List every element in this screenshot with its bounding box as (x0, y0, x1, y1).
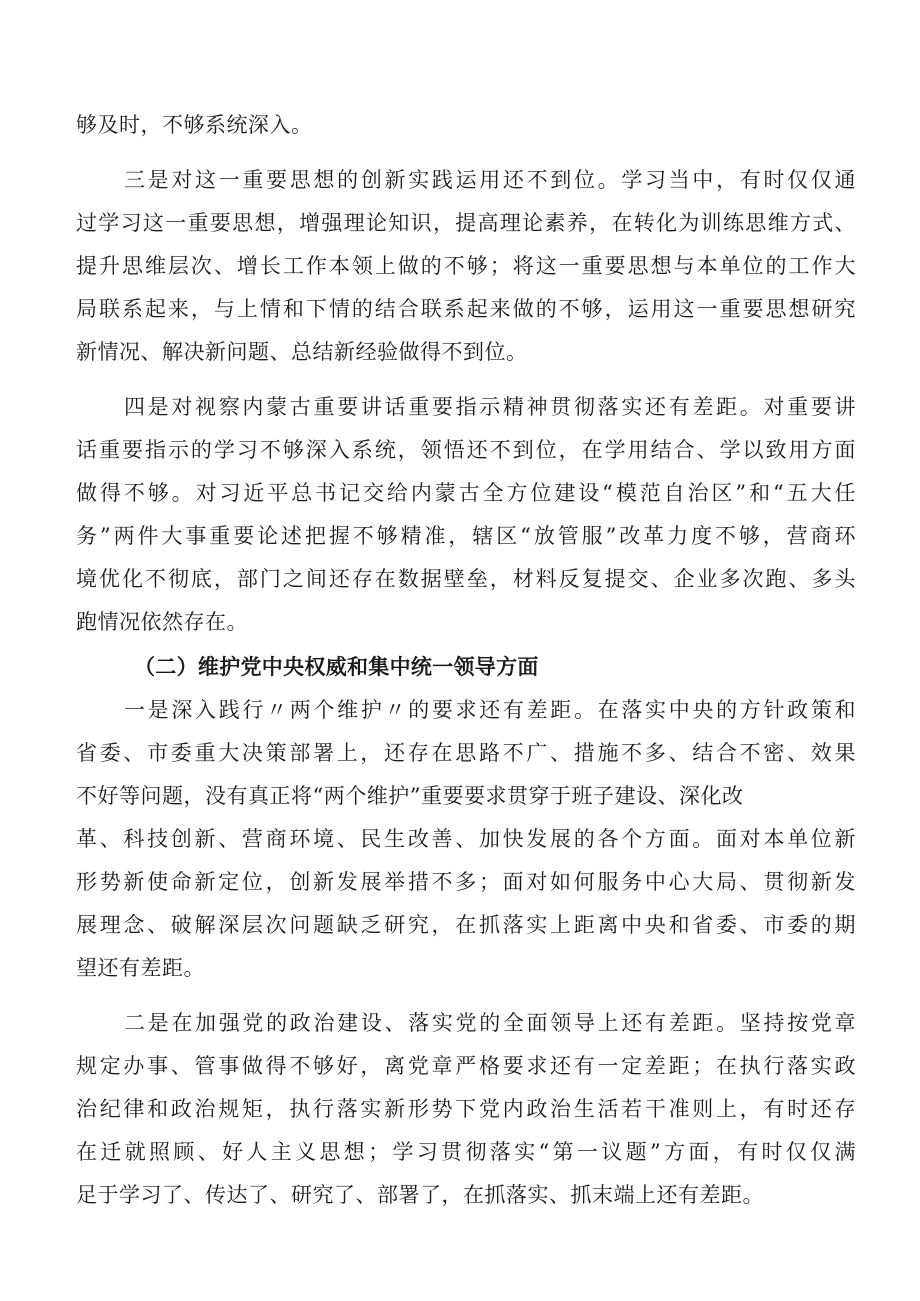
text-line: 治纪律和政治规矩，执行落实新形势下党内政治生活若干准则上，有时还存 (76, 1097, 856, 1121)
text-line: 规定办事、管事做得不够好，离党章严格要求还有一定差距；在执行落实政 (76, 1054, 856, 1078)
text-line: 跑情况依然存在。 (76, 610, 248, 634)
text-line: 展理念、破解深层次问题缺乏研究，在抓落实上距离中央和省委、市委的期 (76, 913, 856, 937)
text-line: 三是对这一重要思想的创新实践运用还不到位。学习当中，有时仅仅通 (124, 168, 856, 192)
text-line: 省委、市委重大决策部署上，还存在思路不广、措施不多、结合不密、效果 (76, 741, 856, 765)
paragraph-two-shi (76, 1002, 856, 1217)
document-body (76, 104, 856, 1217)
paragraph-gap (76, 990, 856, 1002)
text-line: 话重要指示的学习不够深入系统，领悟还不到位，在学用结合、学以致用方面 (76, 438, 856, 462)
paragraph-one-shi (76, 689, 856, 990)
text-line: 境优化不彻底，部门之间还存在数据壁垒，材料反复提交、企业多次跑、多头 (76, 567, 856, 591)
text-line: 做得不够。对习近平总书记交给内蒙古全方位建设“模范自治区”和“五大任 (76, 481, 856, 505)
paragraph-gap (76, 374, 856, 386)
paragraph-three-shi (76, 159, 856, 374)
text-line: 够及时，不够系统深入。 (76, 113, 313, 137)
text-line: 望还有差距。 (76, 956, 205, 980)
text-line: 务”两件大事重要论述把握不够精准，辖区“放管服”改革力度不够，营商环 (76, 524, 856, 548)
text-line: 新情况、解决新问题、总结新经验做得不到位。 (76, 340, 528, 364)
text-line: 不好等问题，没有真正将“两个维护”重要要求贯穿于班子建设、深化改 (76, 784, 744, 808)
paragraph-gap (76, 147, 856, 159)
text-line: 一是深入践行〃两个维护〃的要求还有差距。在落实中央的方针政策和 (124, 698, 856, 722)
text-line: 局联系起来，与上情和下情的结合联系起来做的不够，运用这一重要思想研究 (76, 297, 856, 321)
text-line: 在迁就照顾、好人主义思想；学习贯彻落实“第一议题”方面，有时仅仅满 (76, 1140, 856, 1164)
text-line: 四是对视察内蒙古重要讲话重要指示精神贯彻落实还有差距。对重要讲 (124, 395, 856, 419)
text-line: 二是在加强党的政治建设、落实党的全面领导上还有差距。坚持按党章 (124, 1011, 856, 1035)
text-line: 过学习这一重要思想，增强理论知识，提高理论素养，在转化为训练思维方式、 (76, 211, 856, 235)
text-line: 形势新使命新定位，创新发展举措不多；面对如何服务中心大局、贯彻新发 (76, 870, 856, 894)
text-line: 足于学习了、传达了、研究了、部署了，在抓落实、抓末端上还有差距。 (76, 1183, 764, 1207)
text-line: 提升思维层次、增长工作本领上做的不够；将这一重要思想与本单位的工作大 (76, 254, 856, 278)
paragraph-continuation (76, 104, 856, 147)
text-line: 革、科技创新、营商环境、民生改善、加快发展的各个方面。面对本单位新 (76, 827, 856, 851)
section-heading: （二）维护党中央权威和集中统一领导方面 (134, 655, 539, 679)
paragraph-four-shi (76, 386, 856, 644)
